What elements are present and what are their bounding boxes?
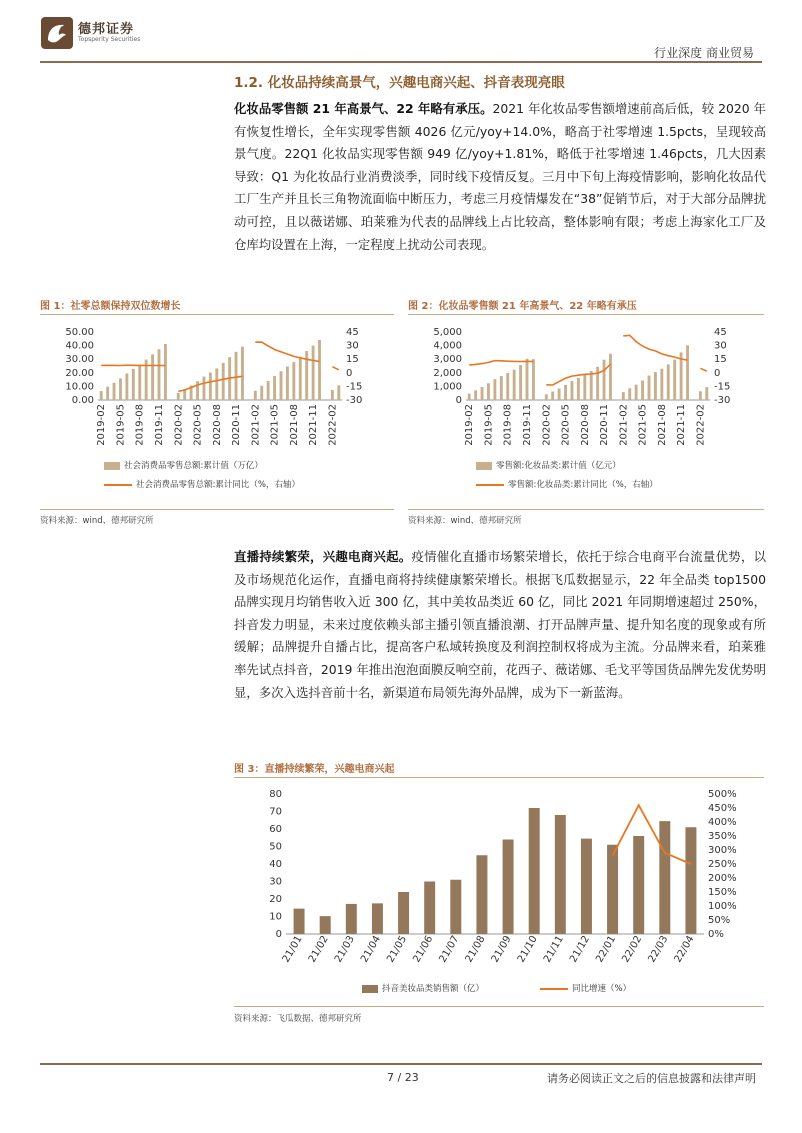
header-category: 行业深度 商业贸易: [654, 46, 754, 60]
bar-2020-03: [551, 392, 554, 400]
y-right-tick-label: -15: [714, 381, 731, 393]
bar-2019-07: [132, 369, 135, 400]
bar-2019-09: [513, 370, 516, 400]
y-right-tick-label: 0: [714, 367, 721, 379]
bar-2020-09: [222, 363, 225, 400]
header-divider: [40, 61, 762, 63]
y-right-tick-label: -30: [714, 395, 731, 406]
bar-2021-09: [667, 364, 670, 400]
bar-2019-02: [100, 391, 103, 400]
figure-1-chart: [40, 318, 396, 453]
figure-3-chart: [234, 782, 764, 977]
x-tick-label: 2020-11: [231, 404, 243, 446]
bar-2019-03: [474, 390, 477, 400]
y-right-tick-label: 45: [714, 327, 727, 338]
figure-2-title: 图 2：化妆品零售额 21 年高景气、22 年略有承压: [408, 301, 637, 312]
y-left-tick-label: 50: [269, 841, 282, 853]
x-tick-label: 2021-11: [308, 404, 320, 446]
y-left-tick-label: 50.00: [65, 327, 94, 338]
x-tick-label: 21/06: [411, 934, 436, 965]
growth-line-segment: [255, 342, 319, 361]
growth-line-segment: [613, 805, 691, 864]
legend-line-swatch: [104, 484, 132, 486]
x-tick-label: 2021-08: [288, 404, 300, 446]
x-tick-label: 2019-02: [464, 404, 476, 446]
x-tick-label: 22/03: [646, 934, 671, 965]
figure-2-bottom-rule: [408, 509, 764, 510]
y-right-tick-label: 30: [714, 340, 727, 352]
x-tick-label: 2020-02: [541, 404, 553, 446]
bar-2020-11: [235, 352, 238, 400]
bar-2021-06: [280, 371, 283, 400]
y-right-tick-label: 15: [346, 354, 359, 366]
y-left-tick-label: 70: [269, 806, 282, 818]
bar-21/01: [294, 909, 305, 934]
bar-2021-03: [628, 388, 631, 400]
y-right-tick-label: 150%: [708, 887, 737, 898]
bar-2021-02: [254, 391, 257, 400]
page-number: 7 / 23: [387, 1071, 419, 1084]
legend-bar-swatch: [362, 985, 378, 993]
bar-21/11: [555, 815, 566, 934]
paragraph-body: 疫情催化直播市场繁荣增长，依托于综合电商平台流量优势，以及市场规范化运作，直播电商将持续健康繁荣增长。根据飞瓜数据显示，22 年全品类 top1500 品牌实现月均销售收入近 300 亿，其中美妆品类近 60 亿，同比 2021 年同期增速超过 250%，抖音发力明显，未来过度依赖头部主播引领直播浪潮、打开品牌声量、提升知名度的现象或有所缓解；品牌提升自播占比，提高客户私域转换度及利润控制权将成为主流。分品牌来看，珀莱雅率先试点抖音，2019 年推出泡泡面膜反响空前，花西子、薇诺娜、毛戈平等国货品牌先发优势明显，多次入选抖音前十名，新渠道布局领先海外品牌，成为下一新蓝海。: [234, 549, 767, 700]
paragraph-lead: 直播持续繁荣，兴趣电商兴起。: [234, 549, 412, 564]
x-tick-label: 2021-02: [618, 404, 630, 446]
bar-2020-12: [241, 347, 244, 400]
figure-3-source: 资料来源：飞瓜数据、德邦研究所: [234, 1014, 362, 1024]
x-tick-label: 2022-02: [695, 404, 707, 446]
bar-2021-04: [635, 385, 638, 400]
growth-line-segment: [332, 367, 338, 370]
footer-divider: [40, 1063, 762, 1065]
bar-2020-09: [590, 371, 593, 400]
bar-2020-08: [215, 368, 218, 400]
y-left-tick-label: 5,000: [433, 327, 462, 338]
y-left-tick-label: 40: [269, 859, 282, 870]
x-tick-label: 2021-11: [676, 404, 688, 446]
figure-2-source: 资料来源：wind、德邦研究所: [408, 516, 522, 526]
growth-line-segment: [469, 361, 533, 366]
legend-line-label: 零售额:化妆品类:累计同比（%，右轴）: [508, 480, 658, 490]
x-tick-label: 21/03: [332, 934, 357, 965]
bar-2020-08: [583, 375, 586, 400]
figure-3-rule: [234, 777, 764, 778]
legend-line-label: 社会消费品零售总额:累计同比（%，右轴）: [136, 480, 300, 490]
y-left-tick-label: 80: [269, 789, 282, 800]
growth-line-segment: [700, 368, 706, 371]
x-tick-label: 2020-08: [579, 404, 591, 446]
bar-2020-05: [564, 385, 567, 400]
bar-21/09: [503, 840, 514, 935]
bar-2019-06: [493, 379, 496, 400]
figure-1-rule: [40, 314, 394, 315]
bar-2020-11: [603, 360, 606, 400]
bar-2019-08: [506, 373, 509, 400]
figure-1-bottom-rule: [40, 509, 394, 510]
x-tick-label: 21/01: [280, 934, 305, 965]
bar-2019-12: [532, 359, 535, 400]
y-right-tick-label: 45: [346, 327, 359, 338]
bar-2020-07: [209, 373, 212, 400]
x-tick-label: 21/12: [568, 934, 593, 965]
bar-2020-02: [545, 394, 548, 400]
y-right-tick-label: 300%: [708, 845, 737, 856]
x-tick-label: 2019-05: [483, 404, 495, 446]
bar-2020-10: [596, 367, 599, 400]
x-tick-label: 2019-08: [502, 404, 514, 446]
x-tick-label: 2020-11: [599, 404, 611, 446]
paragraph-cosmetics: [234, 98, 766, 256]
figure-1-source: 资料来源：wind、德邦研究所: [40, 516, 154, 526]
x-tick-label: 2021-08: [656, 404, 668, 446]
bar-2019-07: [500, 376, 503, 400]
x-tick-label: 2020-02: [173, 404, 185, 446]
x-tick-label: 21/08: [463, 934, 488, 965]
x-tick-label: 2020-05: [560, 404, 572, 446]
bar-2022-02: [699, 391, 702, 400]
bar-21/02: [320, 916, 331, 934]
x-tick-label: 2021-05: [269, 404, 281, 446]
y-right-tick-label: 50%: [708, 915, 731, 926]
bar-2021-05: [273, 376, 276, 400]
x-tick-label: 2019-05: [115, 404, 127, 446]
y-right-tick-label: 0%: [708, 929, 724, 940]
y-left-tick-label: 1,000: [433, 381, 462, 393]
bar-2020-02: [177, 393, 180, 400]
x-tick-label: 2019-11: [522, 404, 533, 446]
bar-2021-05: [641, 380, 644, 400]
bar-21/07: [450, 880, 461, 934]
figure-3-bottom-rule: [234, 1006, 764, 1007]
y-left-tick-label: 3,000: [433, 354, 462, 366]
x-tick-label: 21/05: [385, 934, 410, 965]
y-left-tick-label: 10: [269, 911, 282, 923]
growth-line-segment: [623, 335, 687, 360]
logo-text-en: Topsperity Securities: [78, 36, 141, 43]
bar-2019-11: [158, 349, 161, 400]
bar-2021-12: [686, 345, 689, 400]
bar-2021-04: [267, 381, 270, 400]
bar-22/03: [659, 821, 670, 934]
x-tick-label: 2020-05: [192, 404, 204, 446]
x-tick-label: 21/11: [541, 934, 566, 965]
legend-bar-swatch: [104, 462, 120, 470]
y-right-tick-label: -15: [346, 381, 363, 393]
bar-2021-03: [260, 386, 263, 400]
y-right-tick-label: 250%: [708, 859, 737, 870]
bar-2020-06: [571, 381, 574, 400]
x-tick-label: 2019-08: [134, 404, 146, 446]
x-tick-label: 21/04: [359, 934, 384, 965]
bar-22/01: [607, 845, 618, 934]
y-left-tick-label: 10.00: [65, 381, 94, 393]
bar-21/03: [346, 904, 357, 934]
paragraph-lead: 化妆品零售额 21 年高景气、22 年略有承压。: [234, 101, 493, 116]
x-tick-label: 2020-08: [211, 404, 223, 446]
y-left-tick-label: 0.00: [71, 395, 94, 406]
x-tick-label: 21/10: [515, 934, 540, 965]
figure-3-legend-bar: [362, 982, 484, 994]
bar-2019-06: [125, 373, 128, 400]
y-right-tick-label: 400%: [708, 817, 737, 828]
bar-2019-11: [526, 359, 529, 400]
y-right-tick-label: 350%: [708, 831, 737, 842]
bar-2019-08: [138, 365, 141, 400]
bar-2019-04: [481, 387, 484, 400]
logo-text-cn: 德邦证券: [78, 22, 135, 37]
bar-2019-04: [113, 383, 116, 400]
y-right-tick-label: 500%: [708, 789, 737, 800]
figure-2-legend-line: [476, 478, 658, 490]
legend-line-label: 同比增速（%）: [572, 984, 632, 994]
legend-bar-label: 社会消费品零售总额:累计值（万亿）: [124, 461, 263, 471]
bar-2021-11: [312, 346, 315, 400]
y-left-tick-label: 4,000: [433, 340, 462, 352]
figure-1-legend-bar: [104, 459, 263, 471]
figure-3-legend-line: [540, 982, 631, 994]
bar-2021-09: [299, 357, 302, 400]
bar-22/02: [633, 836, 644, 934]
bar-2021-06: [648, 376, 651, 400]
y-right-tick-label: 450%: [708, 803, 737, 814]
bar-2020-06: [203, 377, 206, 400]
bar-21/04: [372, 903, 383, 934]
bar-2020-04: [558, 389, 561, 400]
figure-3-title: 图 3：直播持续繁荣，兴趣电商兴起: [234, 764, 395, 775]
bar-2021-10: [673, 360, 676, 400]
bar-2019-02: [468, 394, 471, 400]
x-tick-label: 2021-05: [637, 404, 649, 446]
y-left-tick-label: 30.00: [65, 354, 94, 366]
bar-21/06: [424, 882, 435, 935]
bar-2021-08: [660, 369, 663, 400]
paragraph-live-streaming: [234, 546, 766, 704]
bar-21/05: [398, 892, 409, 934]
x-tick-label: 22/04: [672, 934, 697, 965]
x-tick-label: 2019-11: [154, 404, 165, 446]
figure-2-chart: [408, 318, 764, 453]
y-right-tick-label: 0: [346, 367, 353, 379]
bar-21/12: [581, 839, 592, 934]
y-left-tick-label: 2,000: [433, 367, 462, 379]
legend-bar-label: 抖音美妆品类销售额（亿）: [382, 984, 485, 994]
figure-2-legend-bar: [476, 459, 621, 471]
legend-bar-label: 零售额:化妆品类:累计值（亿元）: [496, 461, 621, 471]
y-right-tick-label: 200%: [708, 873, 737, 884]
legend-bar-swatch: [476, 462, 492, 470]
x-tick-label: 2022-02: [327, 404, 339, 446]
y-right-tick-label: 15: [714, 354, 727, 366]
x-tick-label: 2019-02: [96, 404, 108, 446]
x-tick-label: 21/07: [437, 934, 462, 965]
logo-mark-icon: [40, 16, 74, 50]
paragraph-body: 2021 年化妆品零售额增速前高后低，较 2020 年有恢复性增长，全年实现零售额 4026 亿元/yoy+14.0%，略高于社零增速 1.5pcts，呈现较高景气度。22Q1 化妆品实现零售额 949 亿/yoy+1.81%，略低于社零增速 1.46pcts，几大因素导致：Q1 为化妆品行业消费淡季，同时线下疫情反复。三月中下旬上海疫情影响，影响化妆品代工厂生产并且长三角物流面临中断压力，考虑三月疫情爆发在“38”促销节后，对于大部分品牌扰动可控，且以薇诺娜、珀莱雅为代表的品牌线上占比较高，整体影响有限；考虑上海家化工厂及仓库均设置在上海，一定程度上扰动公司表现。: [234, 101, 766, 252]
bar-2019-03: [106, 387, 109, 400]
x-tick-label: 21/09: [489, 934, 514, 965]
bar-2021-07: [286, 367, 289, 400]
bar-2019-10: [151, 354, 154, 400]
y-left-tick-label: 0: [455, 395, 462, 406]
bar-22/04: [685, 827, 696, 934]
bar-2021-07: [654, 372, 657, 400]
bar-2022-03: [337, 385, 340, 400]
bar-2020-12: [609, 354, 612, 400]
bar-2020-07: [577, 378, 580, 400]
y-right-tick-label: 100%: [708, 901, 737, 912]
y-left-tick-label: 0: [275, 929, 282, 940]
company-logo: [40, 16, 190, 56]
bar-2019-12: [164, 344, 167, 400]
x-tick-label: 2021-02: [250, 404, 262, 446]
figure-1-title: 图 1：社零总额保持双位数增长: [40, 301, 181, 312]
y-left-tick-label: 40.00: [65, 340, 94, 352]
bar-2022-02: [331, 390, 334, 400]
x-tick-label: 22/01: [594, 934, 619, 965]
bar-2021-02: [622, 392, 625, 400]
y-left-tick-label: 60: [269, 824, 282, 835]
section-title: 1.2. 化妆品持续高景气，兴趣电商兴起、抖音表现亮眼: [234, 75, 565, 91]
y-right-tick-label: 30: [346, 340, 359, 352]
y-left-tick-label: 20: [269, 894, 282, 905]
figure-2-rule: [408, 314, 764, 315]
bar-2019-05: [487, 383, 490, 400]
legend-line-swatch: [476, 484, 504, 486]
bar-2019-10: [519, 365, 522, 400]
bar-2019-05: [119, 378, 122, 400]
bar-2022-03: [705, 387, 708, 400]
x-tick-label: 21/02: [306, 934, 331, 965]
bar-21/08: [476, 855, 487, 934]
bar-2021-12: [318, 340, 321, 400]
footer-disclaimer: 请务必阅读正文之后的信息披露和法律声明: [547, 1072, 756, 1085]
bar-2021-08: [292, 362, 295, 400]
legend-line-swatch: [540, 988, 568, 990]
x-tick-label: 22/02: [620, 934, 645, 965]
figure-1-legend-line: [104, 478, 300, 490]
bar-21/10: [529, 808, 540, 934]
y-left-tick-label: 20.00: [65, 367, 94, 379]
y-left-tick-label: 30: [269, 876, 282, 888]
y-right-tick-label: -30: [346, 395, 363, 406]
